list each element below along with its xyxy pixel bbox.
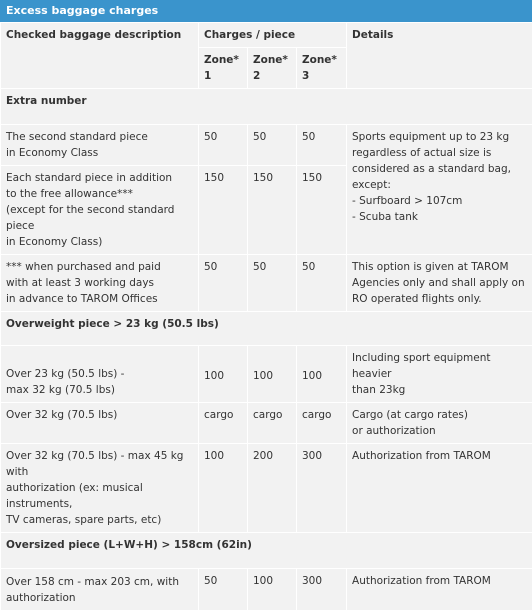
header-zone-1: Zone* 1 [199,48,248,89]
row-description: Each standard piece in addition to the free allowance*** (except for the second standard piece in Economy Class) [1,166,199,255]
header-zone-3: Zone* 3 [297,48,347,89]
header-charges: Charges / piece [199,23,347,48]
row-details: Authorization from TAROM [347,569,532,611]
header-row [1,23,532,48]
zone-2-charge: 50 [248,125,297,166]
table-row [1,444,532,533]
zone-1-charge: 150 [199,166,248,255]
row-details: Sports equipment up to 23 kg regardless of actual size is considered as a standard bag, except: - Surfboard > 107cm - Scuba tank [347,125,532,255]
table-row [1,125,532,166]
table-row [1,255,532,312]
zone-3-charge: 100 [297,346,347,403]
zone-2-charge: 50 [248,255,297,312]
table-row [1,403,532,444]
zone-2-charge: 100 [248,346,297,403]
zone-3-charge: 150 [297,166,347,255]
zone-1-charge: cargo [199,403,248,444]
table-row [1,569,532,611]
header-details: Details [347,23,532,89]
section-title-extra: Extra number [1,89,532,125]
zone-3-charge: 300 [297,569,347,611]
zone-1-charge: 100 [199,444,248,533]
zone-2-charge: 100 [248,569,297,611]
row-description: Over 32 kg (70.5 lbs) [1,403,199,444]
zone-1-charge: 50 [199,125,248,166]
zone-1-charge: 50 [199,569,248,611]
row-description: Over 158 cm - max 203 cm, with authorization [1,569,199,611]
charges-table [0,22,532,611]
section-title-oversized: Oversized piece (L+W+H) > 158cm (62in) [1,533,532,569]
table-row [1,346,532,403]
zone-2-charge: 200 [248,444,297,533]
header-zone-2: Zone* 2 [248,48,297,89]
zone-3-charge: 300 [297,444,347,533]
row-description: Over 32 kg (70.5 lbs) - max 45 kg with authorization (ex: musical instruments, TV cameras, spare parts, etc) [1,444,199,533]
section-row-overweight [1,312,532,346]
zone-2-charge: cargo [248,403,297,444]
row-details: Cargo (at cargo rates) or authorization [347,403,532,444]
zone-2-charge: 150 [248,166,297,255]
section-row-oversized [1,533,532,569]
row-details: Authorization from TAROM [347,444,532,533]
zone-3-charge: 50 [297,255,347,312]
zone-3-charge: cargo [297,403,347,444]
header-description: Checked baggage description [1,23,199,89]
panel-title: Excess baggage charges [0,0,532,22]
section-title-overweight: Overweight piece > 23 kg (50.5 lbs) [1,312,532,346]
row-details: This option is given at TAROM Agencies only and shall apply on RO operated flights only. [347,255,532,312]
zone-1-charge: 50 [199,255,248,312]
row-details: Including sport equipment heavier than 23kg [347,346,532,403]
row-description: Over 23 kg (50.5 lbs) - max 32 kg (70.5 lbs) [1,346,199,403]
zone-1-charge: 100 [199,346,248,403]
zone-3-charge: 50 [297,125,347,166]
row-description: *** when purchased and paid with at least 3 working days in advance to TAROM Offices [1,255,199,312]
section-row-extra [1,89,532,125]
row-description: The second standard piece in Economy Class [1,125,199,166]
